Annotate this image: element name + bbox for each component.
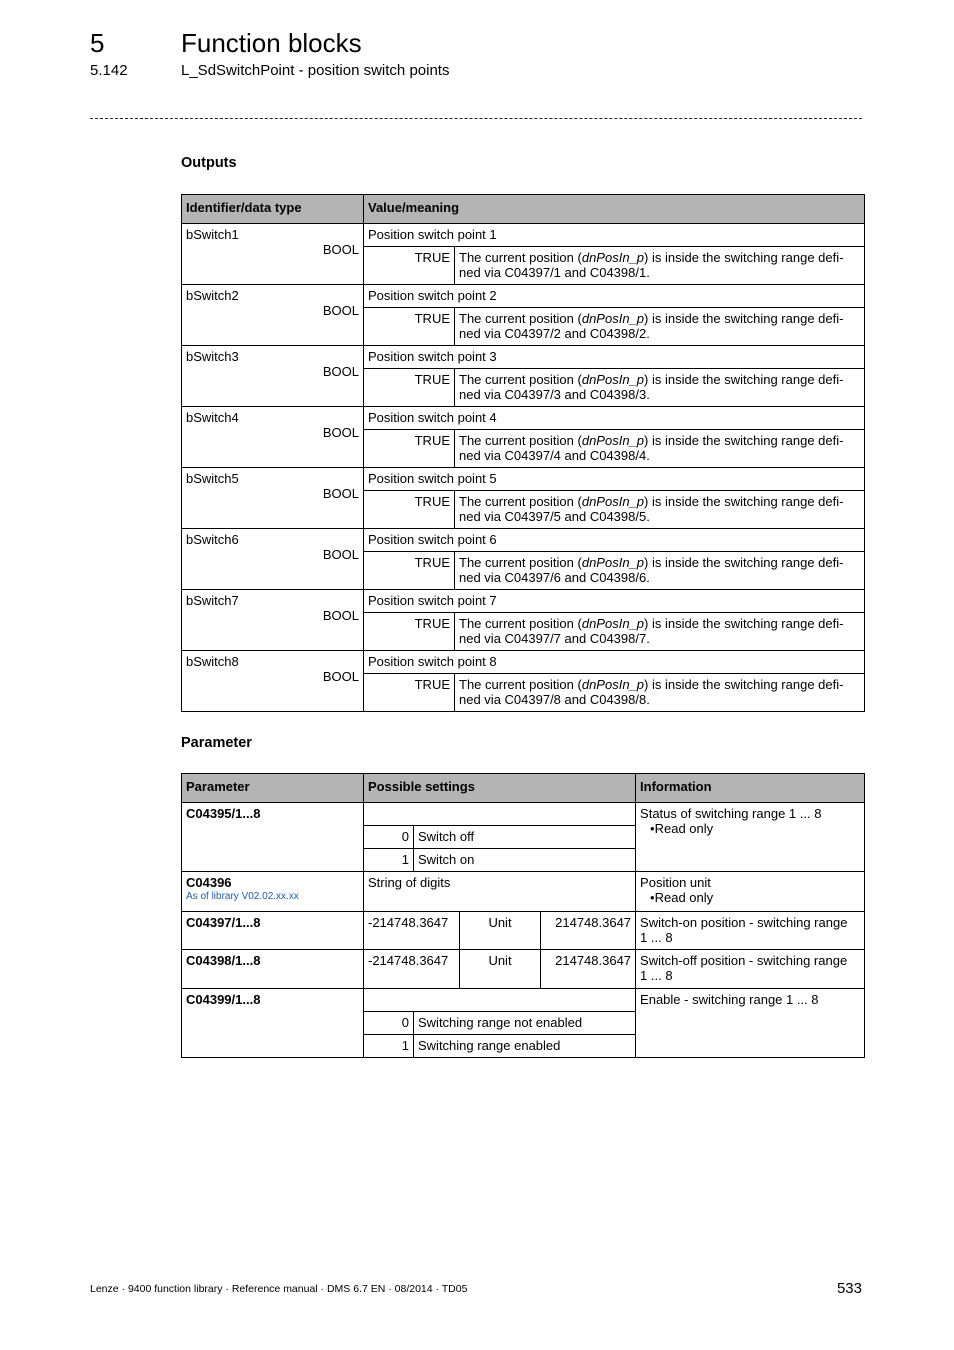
param-name: C04398/1...8 [182,950,364,989]
outputs-col-value: Value/meaning [364,195,865,224]
output-identifier-cell [182,590,364,651]
desc-part: ned via C04397/2 and C04398/2. [459,326,650,341]
param-row-c04396 [182,872,865,912]
desc-variable: dnPosIn_p [581,250,645,265]
output-identifier: bSwitch4 [186,410,239,425]
desc-variable: dnPosIn_p [581,494,645,509]
output-identifier-cell [182,224,364,285]
output-identifier: bSwitch5 [186,471,239,486]
output-description [455,674,865,712]
info-text: 1 ... 8 [640,930,673,945]
desc-part: ) is inside the switching range defi- [644,250,844,265]
info-text: Position unit [640,875,711,890]
range-unit: Unit [460,912,541,950]
output-meaning: Position switch point 3 [364,346,865,369]
output-row [182,651,865,674]
desc-variable: dnPosIn_p [581,372,645,387]
outputs-col-identifier: Identifier/data type [182,195,364,224]
option-value: 1 [364,1035,414,1058]
param-col-settings: Possible settings [364,774,636,803]
param-row-c04398 [182,950,865,989]
page-number: 533 [836,1280,862,1297]
output-data-type: BOOL [322,669,359,684]
output-data-type: BOOL [322,486,359,501]
output-data-type: BOOL [322,547,359,562]
param-info [636,872,865,912]
desc-part: ) is inside the switching range defi- [644,433,844,448]
desc-part: ned via C04397/5 and C04398/5. [459,509,650,524]
desc-part: ) is inside the switching range defi- [644,677,844,692]
desc-part: The current position ( [459,250,582,265]
settings-text: String of digits [364,872,636,912]
output-description [455,491,865,529]
param-info [636,950,865,989]
range-max: 214748.3647 [541,912,636,950]
output-meaning: Position switch point 5 [364,468,865,491]
library-version-link[interactable]: As of library V02.02.xx.xx [186,891,299,902]
output-value: TRUE [364,552,455,590]
output-data-type: BOOL [322,303,359,318]
info-text: 1 ... 8 [640,968,673,983]
outputs-heading: Outputs [181,155,237,171]
output-meaning: Position switch point 8 [364,651,865,674]
output-description [455,247,865,285]
output-value: TRUE [364,491,455,529]
desc-variable: dnPosIn_p [581,555,645,570]
param-name: C04397/1...8 [182,912,364,950]
desc-part: ) is inside the switching range defi- [644,372,844,387]
info-bullet: • Read only [640,890,860,905]
param-row-c04399 [182,989,865,1012]
range-min: -214748.3647 [364,950,460,989]
range-unit: Unit [460,950,541,989]
desc-part: The current position ( [459,311,582,326]
output-value: TRUE [364,247,455,285]
output-identifier-cell [182,285,364,346]
desc-part: ned via C04397/8 and C04398/8. [459,692,650,707]
output-meaning: Position switch point 6 [364,529,865,552]
output-description [455,613,865,651]
param-name-cell [182,872,364,912]
parameter-heading: Parameter [181,735,252,751]
desc-part: ned via C04397/6 and C04398/6. [459,570,650,585]
chapter-title: Function blocks [181,28,362,58]
output-row [182,224,865,247]
option-text: Switching range enabled [414,1035,636,1058]
range-max: 214748.3647 [541,950,636,989]
option-value: 0 [364,826,414,849]
output-data-type: BOOL [322,364,359,379]
outputs-table [181,194,865,712]
desc-part: ) is inside the switching range defi- [644,616,844,631]
param-col-parameter: Parameter [182,774,364,803]
desc-part: ) is inside the switching range defi- [644,555,844,570]
range-min: -214748.3647 [364,912,460,950]
desc-part: The current position ( [459,677,582,692]
desc-part: The current position ( [459,616,582,631]
output-identifier: bSwitch6 [186,532,239,547]
output-description [455,369,865,407]
output-value: TRUE [364,308,455,346]
desc-part: ) is inside the switching range defi- [644,311,844,326]
info-text: Status of switching range 1 ... 8 [640,806,822,821]
settings-empty [364,803,636,826]
param-name: C04399/1...8 [182,989,364,1058]
param-info [636,912,865,950]
param-col-information: Information [636,774,865,803]
output-identifier-cell [182,407,364,468]
output-value: TRUE [364,613,455,651]
desc-part: The current position ( [459,555,582,570]
output-identifier-cell [182,529,364,590]
desc-part: ned via C04397/1 and C04398/1. [459,265,650,280]
header-divider [90,118,862,119]
option-value: 0 [364,1012,414,1035]
param-row-c04397 [182,912,865,950]
output-row [182,529,865,552]
desc-part: The current position ( [459,372,582,387]
param-name: C04395/1...8 [182,803,364,872]
output-identifier: bSwitch3 [186,349,239,364]
output-description [455,430,865,468]
desc-part: ) is inside the switching range defi- [644,494,844,509]
output-identifier-cell [182,468,364,529]
output-identifier: bSwitch1 [186,227,239,242]
output-row [182,285,865,308]
option-text: Switch off [414,826,636,849]
chapter-number: 5 [90,28,105,58]
output-meaning: Position switch point 2 [364,285,865,308]
output-row [182,346,865,369]
footer-text: Lenze · 9400 function library · Reference manual · DMS 6.7 EN · 08/2014 · TD05 [90,1283,468,1295]
outputs-body [182,224,865,712]
option-text: Switch on [414,849,636,872]
desc-variable: dnPosIn_p [581,616,645,631]
param-info: Enable - switching range 1 ... 8 [636,989,865,1058]
output-description [455,552,865,590]
desc-variable: dnPosIn_p [581,311,645,326]
output-meaning: Position switch point 1 [364,224,865,247]
option-text: Switching range not enabled [414,1012,636,1035]
settings-empty [364,989,636,1012]
param-info [636,803,865,872]
output-value: TRUE [364,674,455,712]
output-value: TRUE [364,369,455,407]
desc-part: The current position ( [459,433,582,448]
section-title: L_SdSwitchPoint - position switch points [181,62,450,79]
output-identifier: bSwitch7 [186,593,239,608]
output-identifier-cell [182,346,364,407]
output-data-type: BOOL [322,608,359,623]
desc-variable: dnPosIn_p [581,677,645,692]
output-identifier: bSwitch8 [186,654,239,669]
desc-part: ned via C04397/7 and C04398/7. [459,631,650,646]
param-row-c04395 [182,803,865,826]
parameter-table [181,773,865,1058]
desc-part: The current position ( [459,494,582,509]
output-row [182,468,865,491]
section-number: 5.142 [90,62,128,79]
desc-variable: dnPosIn_p [581,433,645,448]
output-row [182,407,865,430]
info-bullet: • Read only [640,821,860,836]
output-value: TRUE [364,430,455,468]
param-name: C04396 [186,875,232,890]
output-description [455,308,865,346]
output-identifier: bSwitch2 [186,288,239,303]
output-meaning: Position switch point 4 [364,407,865,430]
output-identifier-cell [182,651,364,712]
desc-part: ned via C04397/4 and C04398/4. [459,448,650,463]
output-data-type: BOOL [322,242,359,257]
info-text: Switch-on position - switching range [640,915,848,930]
desc-part: ned via C04397/3 and C04398/3. [459,387,650,402]
info-text: Switch-off position - switching range [640,953,848,968]
output-row [182,590,865,613]
output-data-type: BOOL [322,425,359,440]
output-meaning: Position switch point 7 [364,590,865,613]
option-value: 1 [364,849,414,872]
